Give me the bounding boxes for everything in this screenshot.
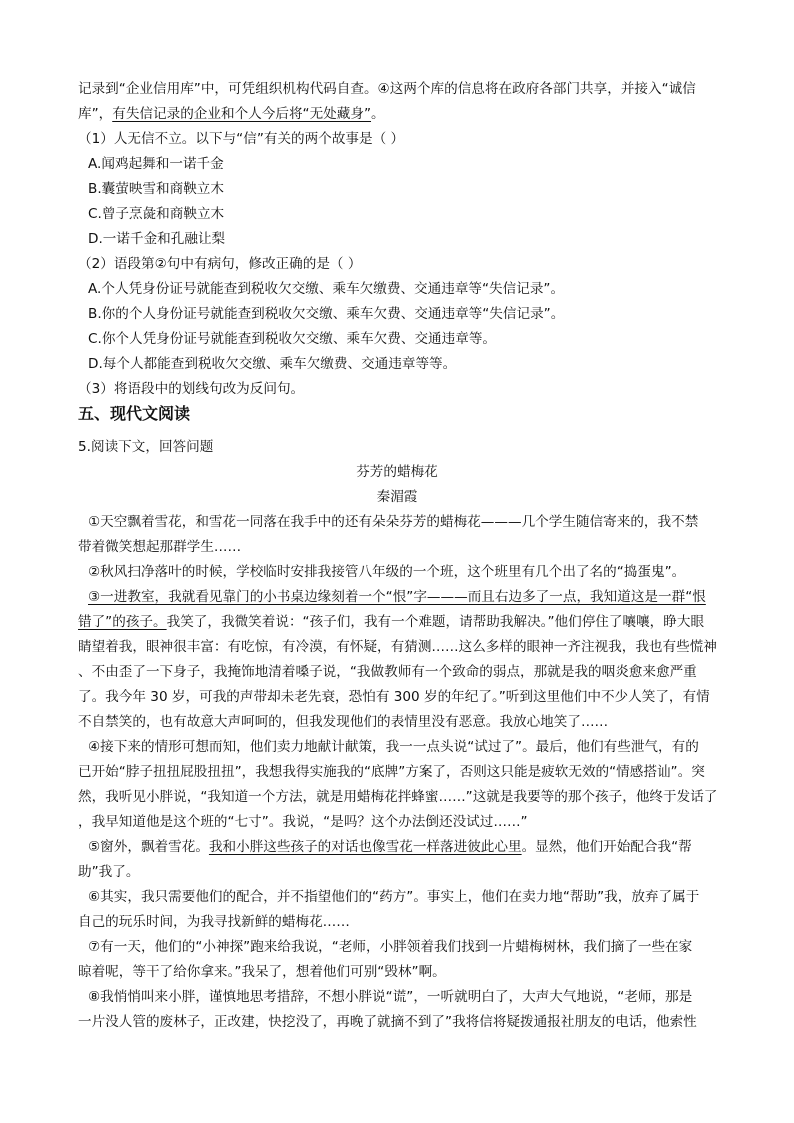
question-1-option-c: C.曾子烹彘和商鞅立木: [88, 206, 225, 222]
question-5-stem: 5.阅读下文，回答问题: [78, 439, 214, 455]
paragraph-4-line: 然，我听见小胖说，“我知道一个方法，就是用蜡梅花拌蜂蜜……”这就是我要等的那个孩子，他终于发话了: [78, 789, 718, 805]
underlined-sentence: 错了”的孩子。: [78, 614, 167, 630]
paragraph-1-line: 带着微笑想起那群学生……: [78, 539, 242, 555]
article-author: 秦湄霞: [376, 489, 418, 505]
paragraph-4-line: ，我早知道他是这个班的“七寸”。我说，“是吗？这个办法倒还没试过……”: [78, 814, 528, 830]
paragraph-8-line: 一片没人管的废林子，正改建，快挖没了，再晚了就摘不到了”我将信将疑拨通报社朋友的电话，他索性: [78, 1014, 697, 1030]
paragraph-6-line: 自己的玩乐时间，为我寻找新鲜的蜡梅花……: [78, 914, 350, 930]
underlined-sentence: 有失信记录的企业和个人今后将“无处藏身”: [112, 106, 372, 122]
paragraph-3-line: 错了”的孩子。我笑了，我微笑着说：“孩子们，我有一个难题，请帮助我解决。”他们停住了嚷嚷，睁大眼: [78, 614, 705, 630]
paragraph-3-line: 睛望着我，眼神很丰富：有吃惊，有冷漠，有怀疑，有猜测……这么多样的眼神一齐注视我，我也有些慌神: [78, 639, 717, 655]
paragraph-5-line: ⑤窗外，飘着雪花。我和小胖这些孩子的对话也像雪花一样落进彼此心里。显然，他们开始配合我“帮: [88, 839, 692, 855]
underlined-sentence: 我和小胖这些孩子的对话也像雪花一样落进彼此心里: [208, 839, 522, 855]
paragraph-3-underlined-line: ③一进教室，我就看见靠门的小书桌边缘刻着一个“恨”字———而且右边多了一点，我知道这是一群“恨: [88, 589, 706, 605]
paragraph-8-line: ⑧我悄悄叫来小胖，谨慎地思考措辞，不想小胖说“谎”，一听就明白了，大声大气地说，“老师，那是: [88, 989, 693, 1005]
question-1-option-b: B.囊萤映雪和商鞅立木: [88, 181, 224, 197]
paragraph-6-line: ⑥其实，我只需要他们的配合，并不指望他们的“药方”。事实上，他们在卖力地“帮助”我，放弃了属于: [88, 889, 700, 905]
paragraph-2-line: ②秋风扫净落叶的时候，学校临时安排我接管八年级的一个班，这个班里有几个出了名的“捣蛋鬼”。: [88, 564, 686, 580]
question-1-stem: （1）人无信不立。以下与“信”有关的两个故事是（ ）: [78, 131, 405, 147]
paragraph-5-line: 助”我了。: [78, 864, 140, 880]
section-heading: 五、现代文阅读: [78, 404, 191, 423]
article-title: 芬芳的蜡梅花: [356, 464, 438, 480]
question-1-option-d: D.一诺千金和孔融让梨: [88, 231, 226, 247]
question-2-stem: （2）语段第②句中有病句，修改正确的是（ ）: [78, 256, 362, 272]
paragraph-3-line: 了。我今年 30 岁，可我的声带却未老先衰，恐怕有 300 岁的年纪了。”听到这里他们中不少人笑了，有情: [78, 689, 710, 705]
paragraph-4-line: 已开始“脖子扭扭屁股扭扭”，我想我得实施我的“底牌”方案了，否则这只能是疲软无效的“情感搭讪”。突: [78, 764, 705, 780]
question-2-option-c: C.你个人凭身份证号就能查到税收欠交缴、乘车欠费、交通违章等。: [88, 331, 497, 347]
question-3-stem: （3）将语段中的划线句改为反问句。: [78, 381, 305, 397]
intro-line-2: 库”，有失信记录的企业和个人今后将“无处藏身”。: [78, 106, 385, 122]
question-2-option-a: A.个人凭身份证号就能查到税收欠交缴、乘车欠缴费、交通违章等“失信记录”。: [88, 281, 565, 297]
question-2-option-d: D.每个人都能查到税收欠交缴、乘车欠缴费、交通违章等等。: [88, 356, 457, 372]
paragraph-1-line: ①天空飘着雪花，和雪花一同落在我手中的还有朵朵芬芳的蜡梅花———几个学生随信寄来的，我不禁: [88, 514, 699, 530]
question-2-option-b: B.你的个人身份证号就能查到税收欠交缴、乘车欠费、交通违章等“失信记录”。: [88, 306, 565, 322]
paragraph-7-line: 晾着呢，等干了给你拿来。”我呆了，想着他们可别“毁林”啊。: [78, 964, 446, 980]
intro-line-1: 记录到“企业信用库”中，可凭组织机构代码自查。④这两个库的信息将在政府各部门共享，并接入“诚信: [78, 81, 696, 97]
paragraph-7-line: ⑦有一天，他们的“小神探”跑来给我说，“老师，小胖领着我们找到一片蜡梅树林，我们摘了一些在家: [88, 939, 693, 955]
paragraph-3-line: 不自禁笑的，也有故意大声呵呵的，但我发现他们的表情里没有恶意。我放心地笑了……: [78, 714, 609, 730]
question-1-option-a: A.闻鸡起舞和一诺千金: [88, 156, 224, 172]
paragraph-3-line: 、不由歪了一下身子，我掩饰地清着嗓子说，“我做教师有一个致命的弱点，那就是我的咽炎愈来愈严重: [78, 664, 697, 680]
paragraph-4-line: ④接下来的情形可想而知，他们卖力地献计献策，我一一点头说“试过了”。最后，他们有些泄气，有的: [88, 739, 699, 755]
